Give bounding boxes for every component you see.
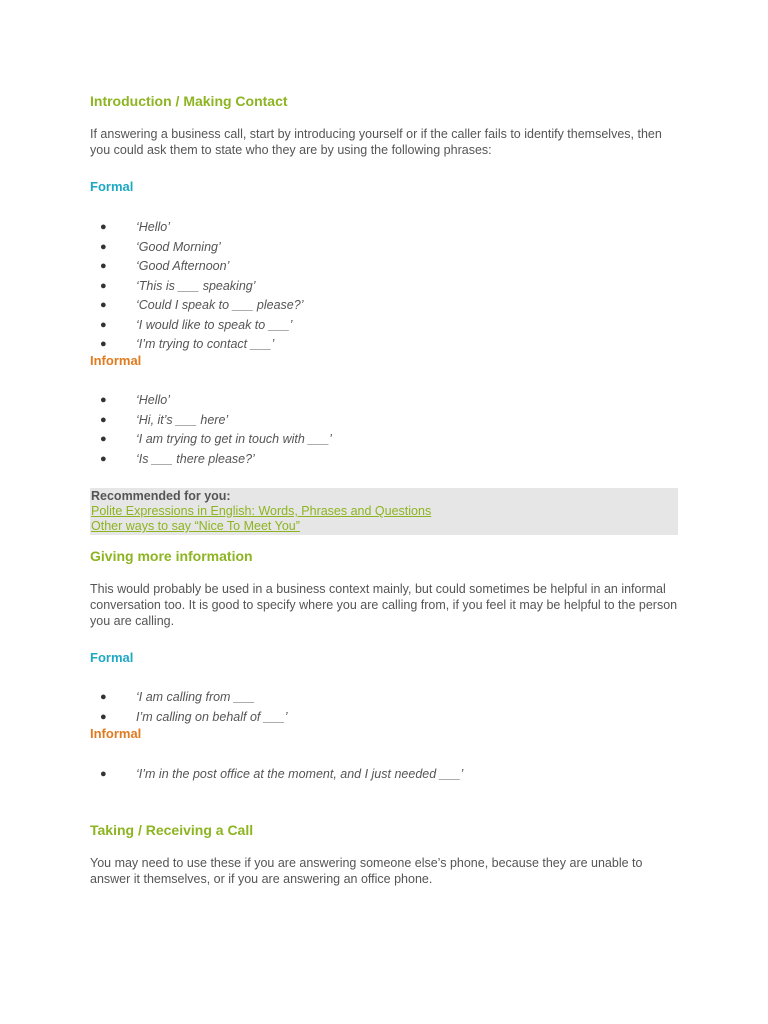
bullet-icon: ● xyxy=(100,318,107,331)
intro-formal-label: Formal xyxy=(90,179,134,194)
list-item: ● ‘I’m trying to contact ___’ xyxy=(90,335,303,355)
list-item: ● ‘Could I speak to ___ please?’ xyxy=(90,296,303,316)
bullet-icon: ● xyxy=(100,691,107,703)
taking-call-paragraph: You may need to use these if you are answering someone else’s phone, because they are unable to answer it themselves, or if you are answering an office phone. xyxy=(90,856,643,886)
giving-info-informal-list xyxy=(90,765,463,785)
list-item: ● ‘I would like to speak to ___’ xyxy=(90,316,303,336)
giving-info-formal-list xyxy=(90,688,287,727)
list-item: ● ‘This is ___ speaking’ xyxy=(90,277,303,297)
bullet-icon: ● xyxy=(100,710,107,723)
list-item: ● ‘Hi, it’s ___ here’ xyxy=(90,411,332,431)
list-item: ● ‘I am calling from ___ xyxy=(90,688,287,708)
heading-introduction: Introduction / Making Contact xyxy=(90,93,288,109)
list-item: ● ‘I’m in the post office at the moment, and I just needed ___’ xyxy=(90,765,463,785)
bullet-icon: ● xyxy=(100,768,107,780)
recommended-title: Recommended for you: xyxy=(91,489,231,503)
giving-info-paragraph: This would probably be used in a business context mainly, but could sometimes be helpful in an informal conversation too. It is good to specify where you are calling from, if you feel it may be helpful to the person you are calling. xyxy=(90,582,678,628)
intro-formal-list xyxy=(90,218,303,355)
bullet-icon: ● xyxy=(100,394,107,406)
bullet-icon: ● xyxy=(100,221,107,233)
bullet-icon: ● xyxy=(100,260,107,272)
bullet-icon: ● xyxy=(100,413,107,426)
list-item: ● ‘I am trying to get in touch with ___’ xyxy=(90,430,332,450)
intro-paragraph: If answering a business call, start by introducing yourself or if the caller fails to identify themselves, then you could ask them to state who they are by using the following phrases: xyxy=(90,127,662,157)
list-item: ● ‘Is ___ there please?’ xyxy=(90,450,332,470)
bullet-icon: ● xyxy=(100,240,107,253)
list-item: ● ‘Good Morning’ xyxy=(90,238,303,258)
recommended-box xyxy=(90,488,678,535)
heading-taking-receiving-call: Taking / Receiving a Call xyxy=(90,822,254,838)
intro-informal-list xyxy=(90,391,332,469)
list-item: ● ‘Hello’ xyxy=(90,218,303,238)
intro-informal-label: Informal xyxy=(90,353,142,368)
list-item: ● I’m calling on behalf of ___’ xyxy=(90,708,287,728)
bullet-icon: ● xyxy=(100,338,107,350)
giving-info-formal-label: Formal xyxy=(90,650,134,665)
giving-info-informal-label: Informal xyxy=(90,726,142,741)
heading-giving-more-information: Giving more information xyxy=(90,548,253,564)
bullet-icon: ● xyxy=(100,279,107,292)
list-item: ● ‘Good Afternoon’ xyxy=(90,257,303,277)
recommended-link-polite-expressions[interactable]: Polite Expressions in English: Words, Phrases and Questions xyxy=(91,504,432,518)
bullet-icon: ● xyxy=(100,299,107,311)
list-item: ● ‘Hello’ xyxy=(90,391,332,411)
bullet-icon: ● xyxy=(100,433,107,445)
bullet-icon: ● xyxy=(100,452,107,465)
recommended-link-nice-to-meet-you[interactable]: Other ways to say “Nice To Meet You” xyxy=(91,519,300,533)
